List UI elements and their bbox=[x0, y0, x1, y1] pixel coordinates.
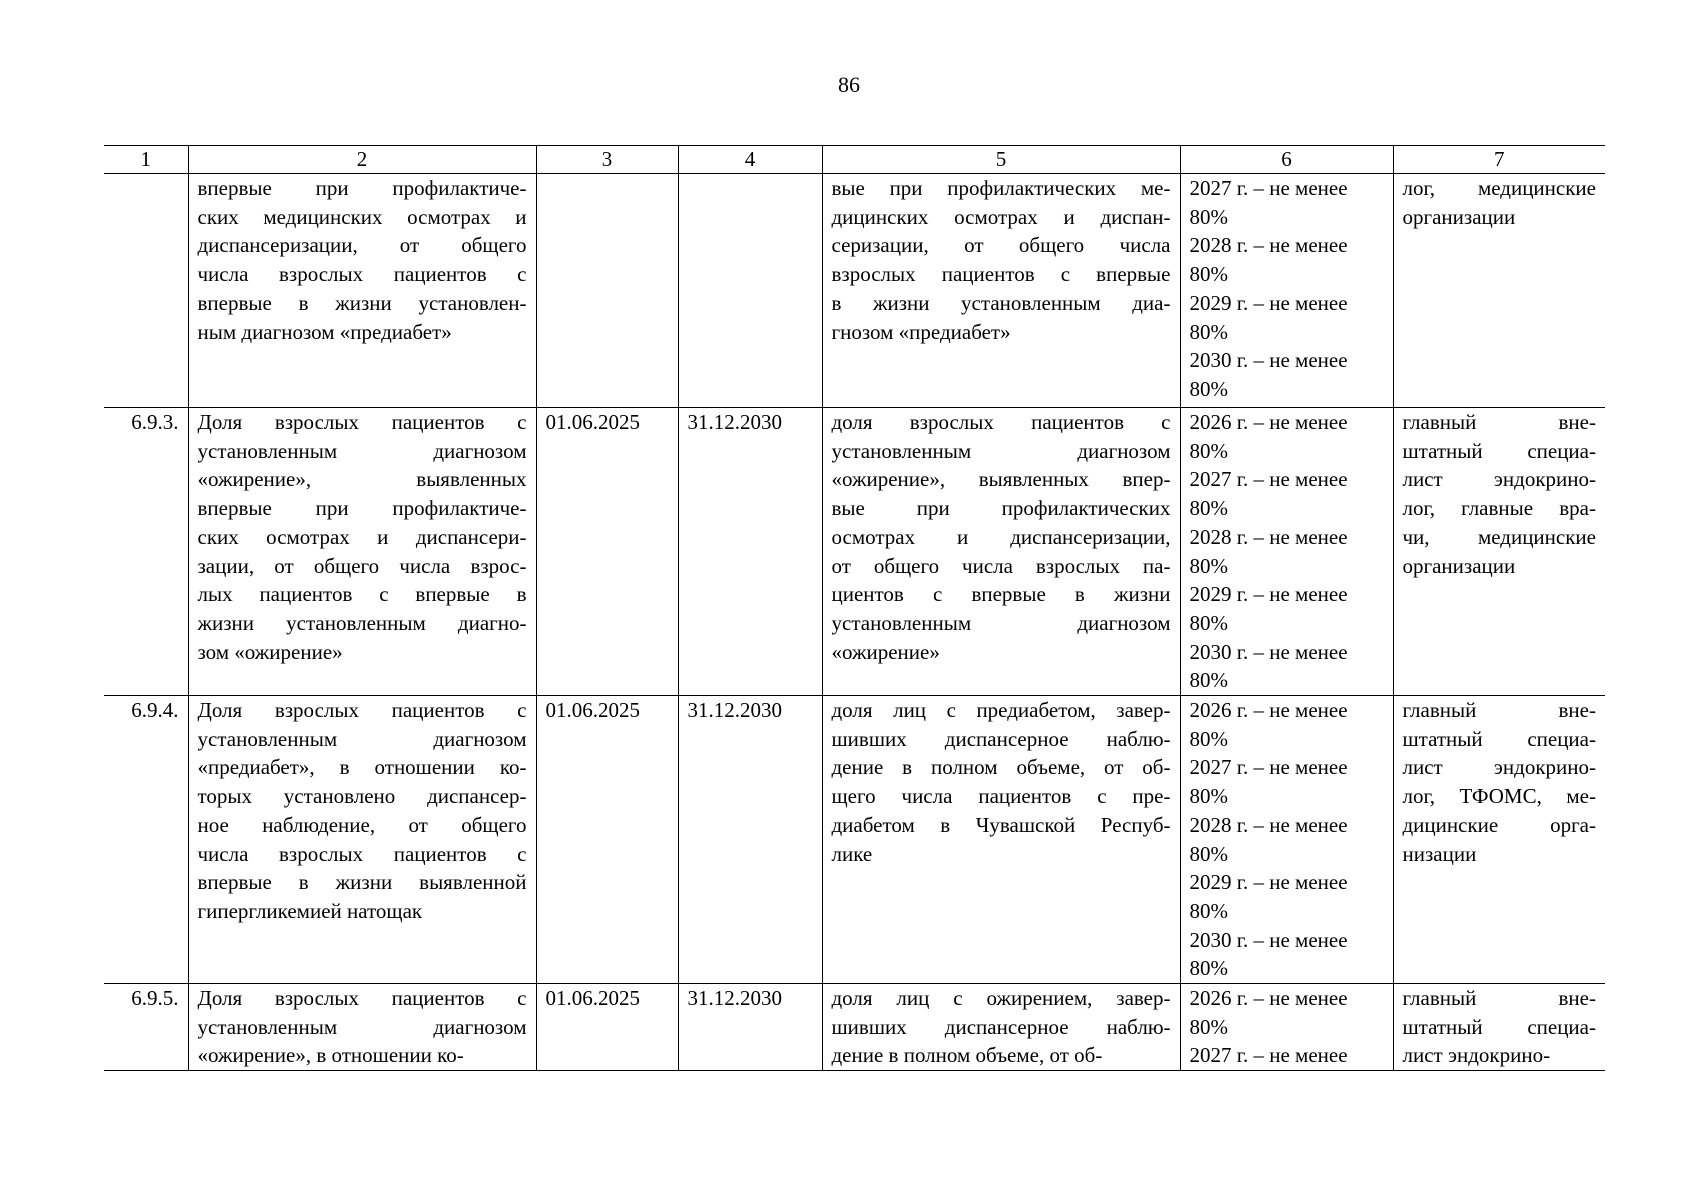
measure-name-line: ным диагнозом «предиабет» bbox=[197, 319, 452, 344]
target-value: 2028 г. – не менее 80% bbox=[1189, 524, 1348, 578]
target-values bbox=[1180, 984, 1393, 1071]
row-number: 6.9.4. bbox=[104, 696, 188, 984]
measure-name-line: Доля взрослых пациентов с bbox=[197, 986, 527, 1011]
target-value: 2029 г. – не менее 80% bbox=[1189, 290, 1348, 344]
measure-name-line: ских осмотрах и диспансери- bbox=[197, 524, 527, 549]
measure-name bbox=[188, 408, 536, 696]
target-value: 2026 г. – не менее 80% bbox=[1189, 698, 1348, 751]
target-value: 2028 г. – не менее 80% bbox=[1189, 233, 1348, 287]
start-date: 01.06.2025 bbox=[536, 696, 678, 984]
page-number: 86 bbox=[838, 72, 860, 97]
plan-table bbox=[104, 145, 1605, 1071]
responsible-party-line: чи, медицинские bbox=[1402, 524, 1596, 549]
measure-name-line: Доля взрослых пациентов с bbox=[197, 698, 527, 723]
indicator-text-line: шивших диспансерное наблю- bbox=[831, 1014, 1171, 1039]
indicator-text-line: дение в полном объеме, от об- bbox=[831, 1043, 1103, 1068]
responsible-party-line: лог, медицинские bbox=[1402, 176, 1596, 200]
measure-name-line: ное наблюдение, от общего bbox=[197, 812, 527, 837]
indicator-text bbox=[822, 984, 1180, 1071]
responsible-party-line: дицинские орга- bbox=[1402, 812, 1596, 837]
column-number: 7 bbox=[1393, 146, 1605, 174]
row-number: 6.9.3. bbox=[104, 408, 188, 696]
target-value: 2027 г. – не менее 80% bbox=[1189, 176, 1348, 229]
table-row bbox=[104, 696, 1605, 984]
indicator-text-line: от общего числа взрослых па- bbox=[831, 553, 1171, 578]
target-value: 2027 г. – не менее 80% bbox=[1189, 755, 1348, 809]
measure-name-line: числа взрослых пациентов с bbox=[197, 262, 527, 287]
measure-name-line: жизни установленным диагно- bbox=[197, 610, 527, 635]
indicator-text bbox=[822, 696, 1180, 984]
indicator-text-line: циентов с впервые в жизни bbox=[831, 582, 1171, 607]
indicator-text-line: доля лиц с предиабетом, завер- bbox=[831, 698, 1171, 723]
measure-name bbox=[188, 696, 536, 984]
indicator-text-line: доля лиц с ожирением, завер- bbox=[831, 986, 1171, 1011]
indicator-text-line: дицинских осмотрах и диспан- bbox=[831, 204, 1171, 229]
indicator-text-line: осмотрах и диспансеризации, bbox=[831, 524, 1171, 549]
indicator-text-line: доля взрослых пациентов с bbox=[831, 410, 1171, 434]
measure-name-line: зом «ожирение» bbox=[197, 639, 343, 664]
responsible-party-line: штатный специа- bbox=[1402, 438, 1596, 463]
end-date: 31.12.2030 bbox=[678, 408, 822, 696]
column-number-row bbox=[104, 146, 1605, 174]
target-values bbox=[1180, 408, 1393, 696]
table-row bbox=[104, 984, 1605, 1071]
target-values bbox=[1180, 174, 1393, 408]
indicator-text-line: серизации, от общего числа bbox=[831, 233, 1171, 258]
measure-name-line: диспансеризации, от общего bbox=[197, 233, 527, 258]
responsible-party-line: лист эндокрино- bbox=[1402, 467, 1596, 492]
column-number: 6 bbox=[1180, 146, 1393, 174]
indicator-text-line: шивших диспансерное наблю- bbox=[831, 726, 1171, 751]
measure-name-line: ских медицинских осмотрах и bbox=[197, 204, 527, 229]
row-number bbox=[104, 174, 188, 408]
indicator-text-line: дение в полном объеме, от об- bbox=[831, 755, 1171, 780]
table-row bbox=[104, 408, 1605, 696]
responsible-party-line: лог, главные вра- bbox=[1402, 496, 1596, 521]
indicator-text-line: вые при профилактических bbox=[831, 496, 1171, 521]
target-value: 2027 г. – не менее 80% bbox=[1189, 467, 1348, 521]
end-date: 31.12.2030 bbox=[678, 696, 822, 984]
responsible-party-line: лог, ТФОМС, ме- bbox=[1402, 784, 1596, 809]
responsible-party-line: главный вне- bbox=[1402, 698, 1596, 723]
column-number: 5 bbox=[822, 146, 1180, 174]
measure-name-line: «ожирение», выявленных bbox=[197, 467, 527, 492]
column-number: 2 bbox=[188, 146, 536, 174]
indicator-text bbox=[822, 408, 1180, 696]
measure-name-line: впервые при профилактиче- bbox=[197, 496, 527, 521]
responsible-party bbox=[1393, 408, 1605, 696]
table-row bbox=[104, 174, 1605, 408]
measure-name-line: установленным диагнозом bbox=[197, 438, 527, 463]
indicator-text-line: установленным диагнозом bbox=[831, 610, 1171, 635]
responsible-party-line: низации bbox=[1402, 841, 1477, 866]
measure-name bbox=[188, 174, 536, 408]
responsible-party bbox=[1393, 174, 1605, 408]
measure-name-line: установленным диагнозом bbox=[197, 726, 527, 751]
responsible-party bbox=[1393, 984, 1605, 1071]
measure-name-line: зации, от общего числа взрос- bbox=[197, 553, 527, 578]
target-value: 2029 г. – не менее 80% bbox=[1189, 582, 1348, 635]
target-value: 2027 г. – не менее bbox=[1189, 1043, 1348, 1068]
responsible-party-line: главный вне- bbox=[1402, 986, 1596, 1011]
measure-name-line: впервые в жизни установлен- bbox=[197, 290, 527, 315]
indicator-text-line: вые при профилактических ме- bbox=[831, 176, 1171, 200]
row-number: 6.9.5. bbox=[104, 984, 188, 1071]
indicator-text-line: диабетом в Чувашской Респуб- bbox=[831, 812, 1171, 837]
measure-name-line: впервые в жизни выявленной bbox=[197, 870, 527, 895]
responsible-party-line: организации bbox=[1402, 204, 1516, 229]
indicator-text-line: «ожирение», выявленных впер- bbox=[831, 467, 1171, 492]
indicator-text-line: «ожирение» bbox=[831, 639, 940, 664]
measure-name-line: установленным диагнозом bbox=[197, 1014, 527, 1039]
target-value: 2030 г. – не менее 80% bbox=[1189, 639, 1348, 693]
responsible-party-line: организации bbox=[1402, 553, 1516, 578]
indicator-text-line: установленным диагнозом bbox=[831, 438, 1171, 463]
measure-name-line: лых пациентов с впервые в bbox=[197, 582, 527, 607]
responsible-party-line: штатный специа- bbox=[1402, 726, 1596, 751]
column-number: 3 bbox=[536, 146, 678, 174]
indicator-text bbox=[822, 174, 1180, 408]
indicator-text-line: лике bbox=[831, 841, 873, 866]
measure-name-line: Доля взрослых пациентов с bbox=[197, 410, 527, 434]
start-date: 01.06.2025 bbox=[536, 984, 678, 1071]
indicator-text-line: взрослых пациентов с впервые bbox=[831, 262, 1171, 287]
end-date bbox=[678, 174, 822, 408]
target-value: 2030 г. – не менее 80% bbox=[1189, 927, 1348, 981]
measure-name-line: «предиабет», в отношении ко- bbox=[197, 755, 527, 780]
indicator-text-line: в жизни установленным диа- bbox=[831, 290, 1171, 315]
measure-name-line: «ожирение», в отношении ко- bbox=[197, 1043, 464, 1068]
measure-name-line: впервые при профилактиче- bbox=[197, 176, 527, 200]
target-value: 2026 г. – не менее 80% bbox=[1189, 410, 1348, 463]
measure-name-line: гипергликемией натощак bbox=[197, 898, 423, 923]
target-value: 2030 г. – не менее 80% bbox=[1189, 348, 1348, 401]
responsible-party bbox=[1393, 696, 1605, 984]
target-value: 2028 г. – не менее 80% bbox=[1189, 812, 1348, 866]
measure-name-line: числа взрослых пациентов с bbox=[197, 841, 527, 866]
target-value: 2026 г. – не менее 80% bbox=[1189, 986, 1348, 1039]
measure-name-line: торых установлено диспансер- bbox=[197, 784, 527, 809]
responsible-party-line: штатный специа- bbox=[1402, 1014, 1596, 1039]
indicator-text-line: гнозом «предиабет» bbox=[831, 319, 1011, 344]
target-values bbox=[1180, 696, 1393, 984]
responsible-party-line: лист эндокрино- bbox=[1402, 755, 1596, 780]
measure-name bbox=[188, 984, 536, 1071]
end-date: 31.12.2030 bbox=[678, 984, 822, 1071]
responsible-party-line: лист эндокрино- bbox=[1402, 1043, 1551, 1068]
column-number: 1 bbox=[104, 146, 188, 174]
indicator-text-line: щего числа пациентов с пре- bbox=[831, 784, 1171, 809]
target-value: 2029 г. – не менее 80% bbox=[1189, 870, 1348, 923]
start-date: 01.06.2025 bbox=[536, 408, 678, 696]
start-date bbox=[536, 174, 678, 408]
column-number: 4 bbox=[678, 146, 822, 174]
responsible-party-line: главный вне- bbox=[1402, 410, 1596, 434]
